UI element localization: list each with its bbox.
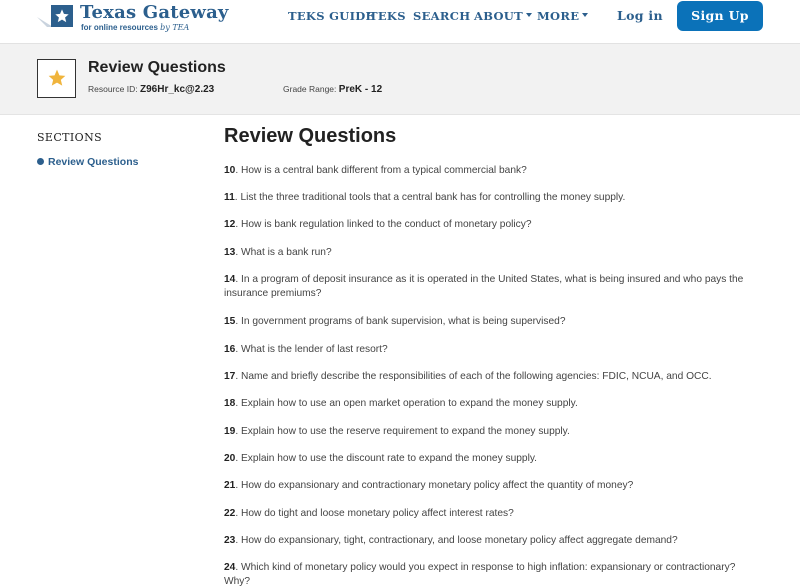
question-item: 20. Explain how to use the discount rate to expand the money supply. xyxy=(224,453,538,464)
nav-more[interactable] xyxy=(537,9,588,23)
question-item: 23. How do expansionary, tight, contractionary, and loose monetary policy affect aggregate demand? xyxy=(224,535,678,546)
question-item: 21. How do expansionary and contractionary monetary policy affect the quantity of money? xyxy=(224,480,634,491)
bullet-icon xyxy=(37,158,44,165)
question-text: How is bank regulation linked to the conduct of monetary policy? xyxy=(241,219,532,230)
question-text: What is a bank run? xyxy=(241,247,332,258)
question-number: 11 xyxy=(224,192,235,203)
question-item: 17. Name and briefly describe the responsibilities of each of the following agencies: FDIC, NCUA, and OCC. xyxy=(224,371,712,382)
grade-range xyxy=(283,84,382,95)
page-title: Review Questions xyxy=(224,125,397,147)
grade-range-value: PreK - 12 xyxy=(338,84,383,95)
question-text: Name and briefly describe the responsibilities of each of the following agencies: FDIC, NCUA, and OCC. xyxy=(241,371,712,382)
question-item: 24. Which kind of monetary policy would you expect in response to high inflation: expansionary or contractionary? Why? xyxy=(224,562,736,587)
question-text: Which kind of monetary policy would you expect in response to high inflation: expansionary or contractionary? Why? xyxy=(224,562,736,587)
nav-search[interactable]: SEARCH xyxy=(413,9,471,23)
question-number: 19 xyxy=(224,426,236,437)
question-number: 22 xyxy=(224,508,236,519)
texas-gateway-logo[interactable] xyxy=(37,2,227,38)
question-item: 11. List the three traditional tools that a central bank has for controlling the money supply. xyxy=(224,192,626,203)
question-item: 12. How is bank regulation linked to the conduct of monetary policy? xyxy=(224,219,532,230)
question-number: 20 xyxy=(224,453,236,464)
question-number: 23 xyxy=(224,535,236,546)
question-text: How do expansionary, tight, contractionary, and loose monetary policy affect aggregate demand? xyxy=(241,535,678,546)
question-text: How do expansionary and contractionary monetary policy affect the quantity of money? xyxy=(241,480,634,491)
question-text: How do tight and loose monetary policy affect interest rates? xyxy=(241,508,514,519)
question-number: 24 xyxy=(224,562,236,573)
question-number: 17 xyxy=(224,371,236,382)
question-number: 14 xyxy=(224,274,236,285)
sections-item-label: Review Questions xyxy=(48,156,139,168)
nav-teks[interactable]: TEKS xyxy=(369,9,406,23)
nav-more-label: MORE xyxy=(537,9,580,23)
logo-star-icon xyxy=(51,5,73,27)
question-item: 22. How do tight and loose monetary policy affect interest rates? xyxy=(224,508,514,519)
question-item: 16. What is the lender of last resort? xyxy=(224,344,388,355)
question-number: 16 xyxy=(224,344,236,355)
question-item: 13. What is a bank run? xyxy=(224,247,332,258)
question-item: 19. Explain how to use the reserve requirement to expand the money supply. xyxy=(224,426,570,437)
top-navbar xyxy=(0,0,800,44)
question-number: 21 xyxy=(224,480,236,491)
question-number: 12 xyxy=(224,219,236,230)
logo-subtitle xyxy=(81,23,189,32)
question-text: How is a central bank different from a typical commercial bank? xyxy=(241,165,527,176)
resource-id-label: Resource ID: xyxy=(88,84,138,94)
resource-title: Review Questions xyxy=(88,59,226,76)
question-number: 18 xyxy=(224,398,236,409)
star-icon xyxy=(47,68,67,88)
nav-teks-guide[interactable]: TEKS GUIDE xyxy=(288,9,375,23)
chevron-down-icon xyxy=(526,13,532,17)
logo-title: Texas Gateway xyxy=(80,2,229,23)
resource-id xyxy=(88,84,214,95)
question-text: Explain how to use an open market operation to expand the money supply. xyxy=(241,398,578,409)
question-number: 15 xyxy=(224,316,236,327)
question-text: Explain how to use the discount rate to expand the money supply. xyxy=(241,453,538,464)
signup-button[interactable]: Sign Up xyxy=(677,1,763,31)
question-number: 10 xyxy=(224,165,236,176)
question-text: List the three traditional tools that a central bank has for controlling the money supply. xyxy=(240,192,626,203)
logo-by-text: by TEA xyxy=(160,23,190,32)
login-link[interactable]: Log in xyxy=(617,8,663,23)
favorite-button[interactable] xyxy=(37,59,76,98)
question-text: Explain how to use the reserve requirement to expand the money supply. xyxy=(241,426,570,437)
question-item: 14. In a program of deposit insurance as it is operated in the United States, what is being insured and who pays the insurance premiums? xyxy=(224,274,744,299)
grade-range-label: Grade Range: xyxy=(283,84,337,94)
nav-about-label: ABOUT xyxy=(474,9,523,23)
question-item: 10. How is a central bank different from a typical commercial bank? xyxy=(224,165,527,176)
question-number: 13 xyxy=(224,247,236,258)
logo-subtitle-text: for online resources xyxy=(81,23,158,32)
nav-about[interactable] xyxy=(474,9,532,23)
resource-header xyxy=(0,44,800,115)
question-item: 18. Explain how to use an open market operation to expand the money supply. xyxy=(224,398,578,409)
question-text: In government programs of bank supervision, what is being supervised? xyxy=(241,316,566,327)
chevron-down-icon xyxy=(582,13,588,17)
question-text: What is the lender of last resort? xyxy=(241,344,388,355)
question-text: In a program of deposit insurance as it is operated in the United States, what is being insured and who pays the insurance premiums? xyxy=(224,274,744,299)
sections-item-review-questions[interactable] xyxy=(37,156,138,168)
question-item: 15. In government programs of bank supervision, what is being supervised? xyxy=(224,316,566,327)
resource-id-value: Z96Hr_kc@2.23 xyxy=(139,84,215,95)
sections-heading: SECTIONS xyxy=(37,131,103,144)
